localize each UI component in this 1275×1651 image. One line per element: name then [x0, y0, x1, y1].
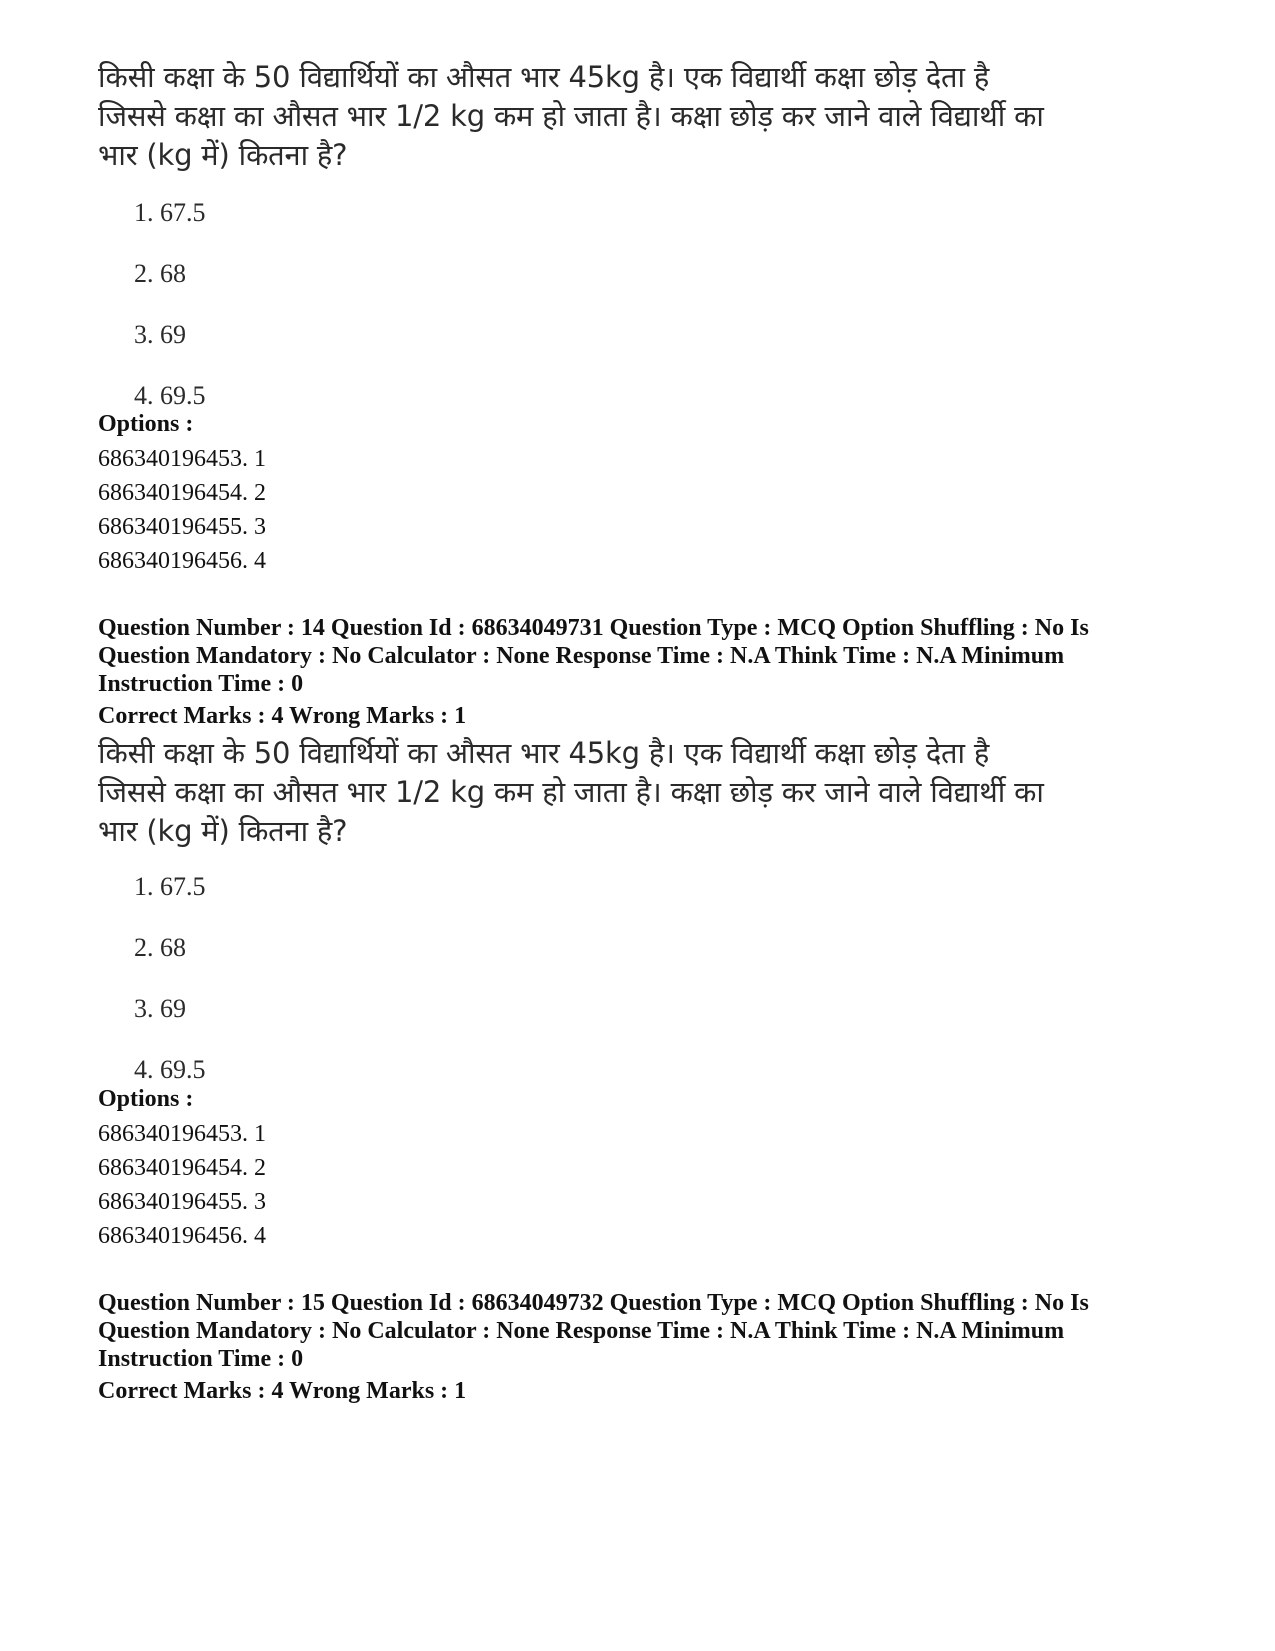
question-meta-line: Instruction Time : 0	[98, 1346, 304, 1372]
choice-item: 1. 67.5	[134, 872, 206, 901]
question-meta-line: Instruction Time : 0	[98, 671, 304, 697]
question-meta-line: Question Mandatory : No Calculator : None Response Time : N.A Think Time : N.A Minimum	[98, 1318, 1065, 1344]
options-label: Options :	[98, 411, 194, 437]
question-meta-line: Question Mandatory : No Calculator : None Response Time : N.A Think Time : N.A Minimum	[98, 643, 1065, 669]
question-meta-line: Question Number : 15 Question Id : 68634049732 Question Type : MCQ Option Shuffling : No Is	[98, 1290, 1089, 1316]
choice-item: 4. 69.5	[134, 1055, 206, 1084]
question-text: किसी कक्षा के 50 विद्यार्थियों का औसत भार 45kg है। एक विद्यार्थी कक्षा छोड़ देता है जिससे कक्षा का औसत भार 1/2 kg कम हो जाता है। कक्षा छोड़ कर जाने वाले विद्यार्थी का भार (kg में) कितना है?	[98, 736, 1044, 848]
option-id: 686340196454. 2	[98, 1155, 266, 1181]
choice-item: 2. 68	[134, 933, 186, 962]
question-14-header	[98, 614, 1198, 730]
question-image-1	[98, 58, 1098, 410]
choice-item: 1. 67.5	[134, 198, 206, 227]
option-id: 686340196455. 3	[98, 1189, 266, 1215]
question-image-2	[98, 734, 1098, 1084]
marks-line: Correct Marks : 4 Wrong Marks : 1	[98, 1378, 467, 1404]
choice-item: 2. 68	[134, 259, 186, 288]
question-15-header	[98, 1289, 1198, 1405]
choice-item: 3. 69	[134, 320, 186, 349]
option-id: 686340196456. 4	[98, 548, 266, 574]
option-id: 686340196453. 1	[98, 1121, 266, 1147]
options-label: Options :	[98, 1086, 194, 1112]
choice-item: 4. 69.5	[134, 381, 206, 410]
option-id: 686340196454. 2	[98, 480, 266, 506]
option-id: 686340196455. 3	[98, 514, 266, 540]
question-text: किसी कक्षा के 50 विद्यार्थियों का औसत भार 45kg है। एक विद्यार्थी कक्षा छोड़ देता है जिससे कक्षा का औसत भार 1/2 kg कम हो जाता है। कक्षा छोड़ कर जाने वाले विद्यार्थी का भार (kg में) कितना है?	[98, 60, 1044, 172]
options-block-1	[98, 410, 1198, 578]
option-id: 686340196456. 4	[98, 1223, 266, 1249]
question-meta-line: Question Number : 14 Question Id : 68634049731 Question Type : MCQ Option Shuffling : No Is	[98, 615, 1089, 641]
marks-line: Correct Marks : 4 Wrong Marks : 1	[98, 703, 467, 729]
option-id: 686340196453. 1	[98, 446, 266, 472]
options-block-2	[98, 1085, 1198, 1253]
choice-item: 3. 69	[134, 994, 186, 1023]
